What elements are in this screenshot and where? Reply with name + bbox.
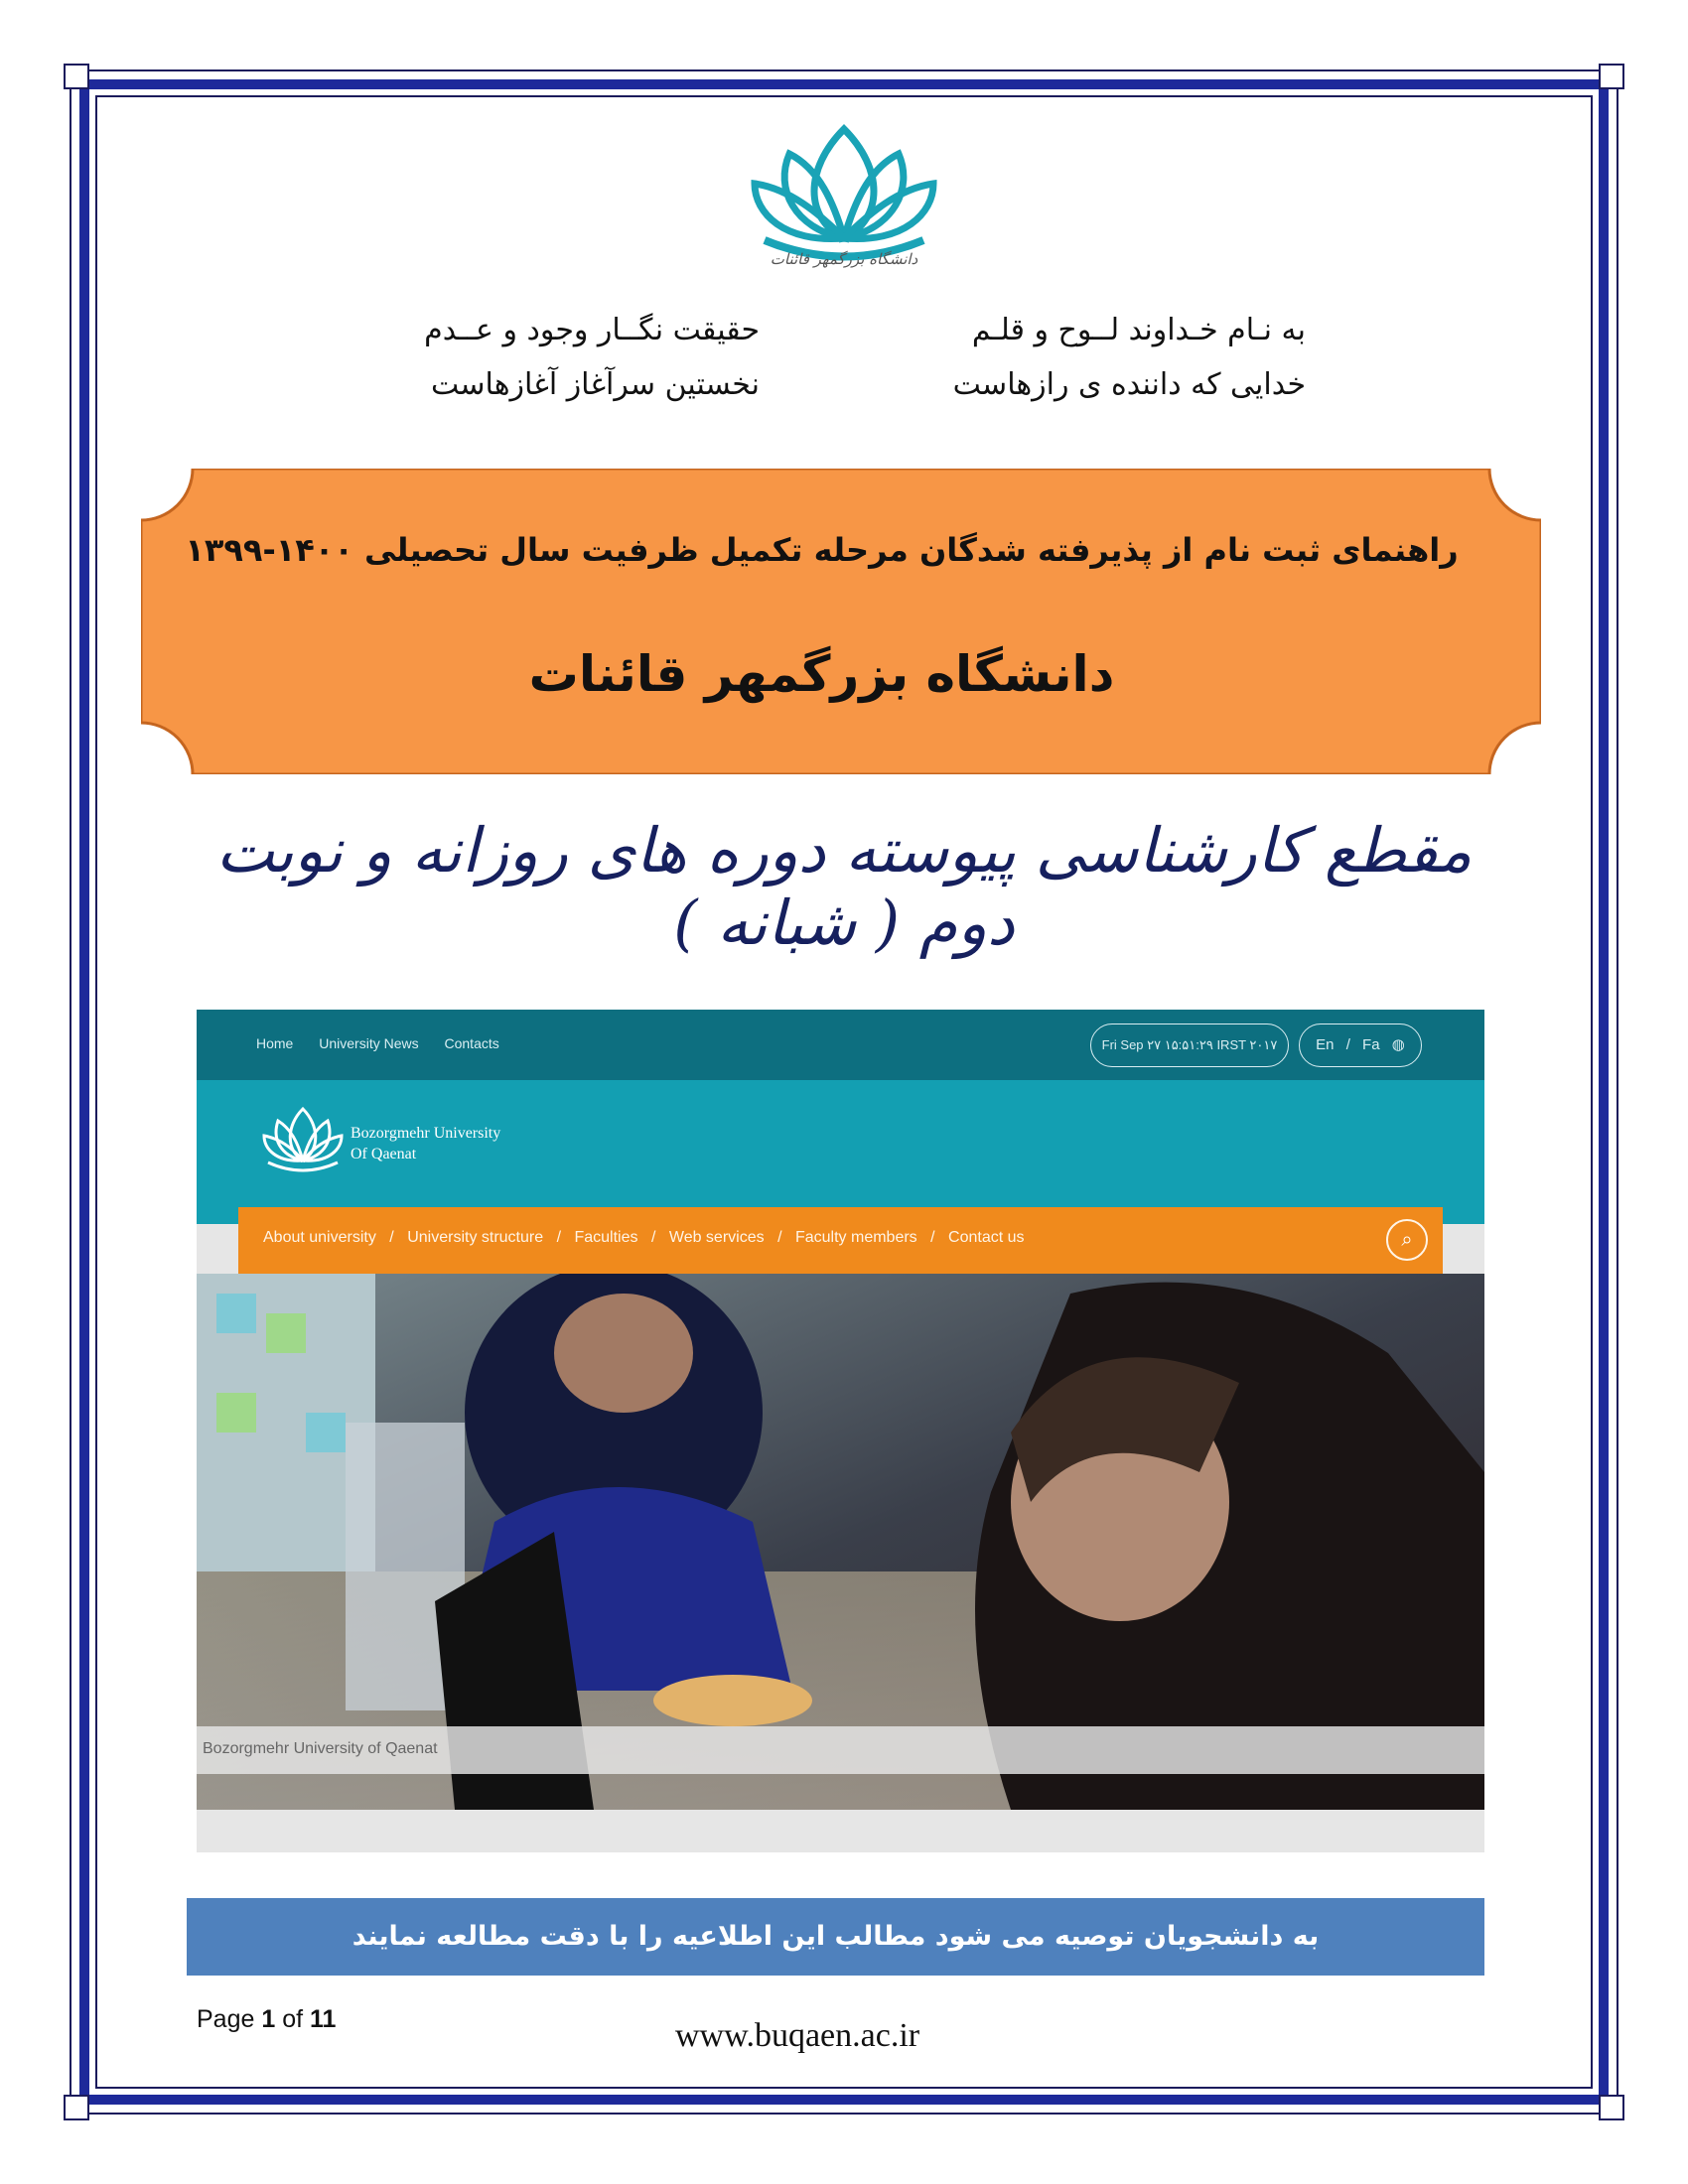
menu-faculties: Faculties (574, 1229, 638, 1246)
date-text: Fri Sep ۲۷ ۱۵:۵۱:۲۹ IRST ۲۰۱۷ (1101, 1037, 1278, 1052)
program-title: مقطع کارشناسی پیوسته دوره های روزانه و نوبت دوم ( شبانه ) (215, 814, 1473, 959)
university-name: دانشگاه بزرگمهر قائنات (528, 645, 1115, 703)
lang-en: En (1316, 1036, 1335, 1053)
corner-ornament (64, 2095, 89, 2120)
title-banner (141, 469, 1541, 774)
website-logo-icon (258, 1101, 348, 1180)
website-url: www.buqaen.ac.ir (675, 2017, 920, 2054)
photo-caption: Bozorgmehr University of Qaenat (203, 1740, 438, 1757)
menu-structure: University structure (407, 1229, 544, 1246)
corner-ornament (64, 64, 89, 89)
poem-left-line1: حقیقت نگــار وجود و عــدم (424, 313, 760, 347)
registration-guide-title: راهنمای ثبت نام از پذیرفته شدگان مرحله تکمیل ظرفیت سال تحصیلی ۱۴۰۰-۱۳۹۹ (185, 531, 1459, 569)
photo-caption-bar (197, 1726, 1484, 1774)
menu-about: About university (263, 1229, 376, 1246)
language-switcher: En / Fa ◍ (1299, 1024, 1422, 1067)
search-icon: ⌕ (1386, 1219, 1428, 1261)
lang-fa: Fa (1362, 1036, 1380, 1053)
website-logo-text: Bozorgmehr University Of Qaenat (351, 1125, 501, 1162)
poem-right-line2: خدایی که داننده ی رازهاست (952, 367, 1306, 402)
menu-contact: Contact us (948, 1229, 1025, 1246)
menu-faculty-members: Faculty members (794, 1229, 917, 1246)
nav-link-contacts: Contacts (444, 1035, 499, 1051)
logo-caption: دانشگاه بزرگمهر قائنات (770, 250, 918, 268)
student-notice: به دانشجویان توصیه می شود مطالب این اطلاعیه را با دقت مطالعه نمایند (187, 1898, 1484, 1976)
corner-ornament (1599, 2095, 1624, 2120)
menu-web-services: Web services (668, 1229, 765, 1246)
website-main-menu: About university / University structure / Faculties / Web services / Faculty members / Contact us ⌕ (238, 1207, 1443, 1274)
website-date-pill (1090, 1024, 1289, 1067)
website-screenshot (197, 1010, 1484, 1852)
university-logo (735, 109, 953, 308)
globe-icon: ◍ (1391, 1036, 1405, 1053)
poem-left-line2: نخستین سرآغاز آغازهاست (430, 367, 760, 402)
website-top-nav (256, 1035, 521, 1051)
nav-link-news: University News (319, 1035, 419, 1051)
poem-right-line1: به نـام خـداوند لــوح و قلـم (971, 313, 1306, 347)
nav-link-home: Home (256, 1035, 294, 1051)
page-number: Page 1 of 11 (197, 2005, 337, 2033)
corner-ornament (1599, 64, 1624, 89)
